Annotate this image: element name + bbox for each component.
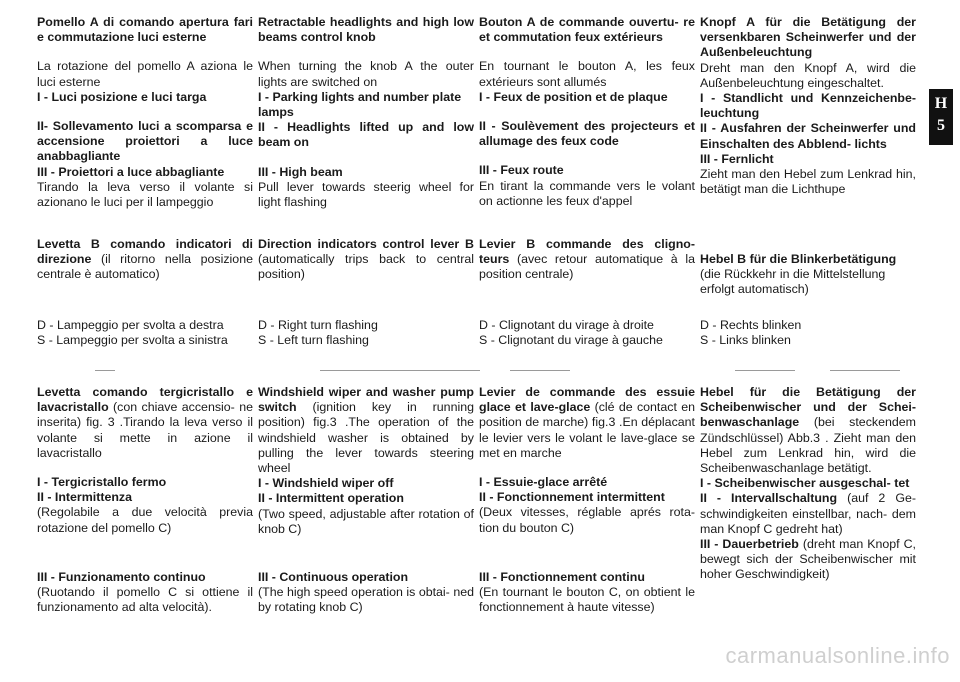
position-ii: II - Soulèvement des projecteurs et allumage des feux code <box>479 119 695 149</box>
section-text: (ignition key in running position) fig.3 .The operation of the windshield washer is obtained by pulling the lever towards steering wheel <box>258 400 474 476</box>
wiper-continuous-text: (Ruotando il pomello C si ottiene il funzionamento ad alta velocità). <box>37 585 253 615</box>
position-ii: II - Ausfahren der Scheinwerfer und Einschalten des Abblend- lichts <box>700 121 916 151</box>
wiper-continuous: III - Fonctionnement continu <box>479 570 645 584</box>
turn-signal-section <box>258 318 474 348</box>
wiper-continuous-text: (The high speed operation is obtai- ned by rotating knob C) <box>258 585 474 615</box>
turn-right: D - Lampeggio per svolta a destra <box>37 318 224 332</box>
turn-left: S - Clignotant du virage à gauche <box>479 333 663 348</box>
position-iii-text: Tirando la leva verso il volante si azionano le luci per il lampeggio <box>37 179 253 210</box>
headlight-knob-section <box>700 15 916 197</box>
position-i: I - Luci posizione e luci targa <box>37 89 207 104</box>
section-text: Dreht man den Knopf A, wird die Außenbeleuchtung eingeschaltet. <box>700 60 916 90</box>
section-title: Retractable headlights and high low beams control knob <box>258 15 474 45</box>
wiper-intermittent: II - Fonctionnement intermittent <box>479 490 665 505</box>
divider-rule <box>830 370 900 371</box>
section-text: En tournant le bouton A, les feux extérieurs sont allumés <box>479 59 695 89</box>
turn-signal-section <box>37 318 253 348</box>
wiper-continuous-section <box>37 570 253 616</box>
turn-right: D - Right turn flashing <box>258 318 378 332</box>
divider-rule <box>95 370 115 371</box>
section-title: Bouton A de commande ouvertu- re et commutation feux extérieurs <box>479 15 695 45</box>
section-text: When turning the knob A the outer lights are switched on <box>258 59 474 89</box>
position-iii: III - High beam <box>258 164 343 179</box>
section-title: Knopf A für die Betätigung der versenkbaren Scheinwerfer und der Außenbeleuchtung <box>700 15 916 60</box>
section-title: Pomello A di comando apertura fari e commutazione luci esterne <box>37 15 253 45</box>
turn-left: S - Left turn flashing <box>258 333 369 348</box>
position-iii: III - Fernlicht <box>700 151 774 166</box>
divider-rule <box>735 370 795 371</box>
indicator-lever-section <box>700 252 916 298</box>
wiper-lever-section <box>700 385 916 583</box>
wiper-continuous-section <box>258 570 474 616</box>
section-tab <box>929 89 953 145</box>
indicator-lever-section <box>479 237 695 283</box>
section-title: Levier B commande des cligno- teurs <box>479 237 695 267</box>
section-text: (bei steckendem Zündschlüssel) Abb.3 . Zieht man den Hebel zum Lenkrad hin, wird die Scheibenwaschanlage betätigt. <box>700 415 916 476</box>
section-text: (automatically trips back to central position) <box>258 252 474 282</box>
wiper-lever-section <box>37 385 253 536</box>
indicator-lever-section <box>37 237 253 283</box>
wiper-intermittent: II - Intervallschaltung <box>700 491 838 506</box>
wiper-intermittent-text: (Deux vitesses, réglable aprés rota- tion du bouton C) <box>479 505 695 535</box>
wiper-continuous-text: (En tournant le bouton C, on obtient le fonctionnement à haute vitesse) <box>479 585 695 615</box>
section-title: Hebel B für die Blinkerbetätigung <box>700 252 897 266</box>
wiper-continuous: III - Dauerbetrieb <box>700 537 799 552</box>
section-title: Levier de commande des essuie glace et lave-glace <box>479 385 695 415</box>
section-title: Hebel für die Betätigung der Scheibenwischer und der Schei- benwaschanlage <box>700 385 916 430</box>
position-ii: II - Headlights lifted up and low beam on <box>258 120 474 150</box>
wiper-intermittent: II - Intermittent operation <box>258 491 404 506</box>
section-text: La rotazione del pomello A aziona le luci esterne <box>37 59 253 89</box>
wiper-intermittent-text: (Regolabile a due velocità previa rotazione del pomello C) <box>37 505 253 535</box>
position-iii-text: Zieht man den Hebel zum Lenkrad hin, betätigt man die Lichthupe <box>700 167 916 197</box>
position-ii: II- Sollevamento luci a scomparsa e accensione proiettori a luce anabbagliante <box>37 119 253 164</box>
section-text: (avec retour automatique à la position centrale) <box>479 252 695 282</box>
headlight-knob-section <box>479 15 695 209</box>
turn-left: S - Lampeggio per svolta a sinistra <box>37 333 228 348</box>
section-title: Levetta comando tergicristallo e lavacristallo <box>37 385 253 415</box>
turn-signal-section <box>700 318 916 348</box>
tab-number: 5 <box>937 117 945 134</box>
watermark-text: carmanualsonline.info <box>725 643 950 668</box>
tab-letter: H <box>934 95 948 112</box>
turn-signal-section <box>479 318 695 348</box>
section-text: (die Rückkehr in die Mittelstellung erfolgt automatisch) <box>700 267 886 297</box>
divider-rule <box>510 370 570 371</box>
wiper-continuous: III - Funzionamento continuo <box>37 570 206 584</box>
wiper-off: I - Windshield wiper off <box>258 476 394 491</box>
turn-left: S - Links blinken <box>700 333 791 348</box>
wiper-lever-section <box>479 385 695 536</box>
position-iii: III - Proiettori a luce abbagliante <box>37 164 225 179</box>
wiper-continuous: III - Continuous operation <box>258 570 409 584</box>
wiper-off: I - Tergicristallo fermo <box>37 475 167 490</box>
wiper-lever-section <box>258 385 474 537</box>
position-i: I - Feux de position et de plaque <box>479 89 668 104</box>
section-text: (il ritorno nella posizione centrale è automatico) <box>37 252 253 282</box>
headlight-knob-section <box>37 15 253 210</box>
section-title: Direction indicators control lever B <box>258 237 474 251</box>
position-i: I - Standlicht und Kennzeichenbe- leuchtung <box>700 91 916 121</box>
position-iii-text: Pull lever towards steerig wheel for light flashing <box>258 179 474 210</box>
divider-rule <box>320 370 480 371</box>
position-iii: III - Feux route <box>479 163 564 178</box>
wiper-off: I - Scheibenwischer ausgeschal- tet <box>700 476 910 491</box>
turn-right: D - Clignotant du virage à droite <box>479 318 654 332</box>
wiper-continuous-section <box>479 570 695 616</box>
position-iii-text: En tirant la commande vers le volant on actionne les feux d'appel <box>479 178 695 208</box>
position-i: I - Parking lights and number plate lamps <box>258 89 462 120</box>
wiper-continuous-text: (dreht man Knopf C, bewegt sich der Scheibenwischer mit hoher Geschwindigkeit) <box>700 537 916 582</box>
section-text: (clé de contact en position de marche) fig.3 .En déplacant le levier vers le volant le lave-glace se met en marche <box>479 400 695 460</box>
section-title: Levetta B comando indicatori di direzione <box>37 237 253 267</box>
wiper-intermittent-text: (Two speed, adjustable after rotation of knob C) <box>258 506 474 536</box>
indicator-lever-section <box>258 237 474 283</box>
turn-right: D - Rechts blinken <box>700 318 802 332</box>
section-title: Windshield wiper and washer pump switch <box>258 385 474 415</box>
wiper-off: I - Essuie-glace arrêté <box>479 475 608 490</box>
headlight-knob-section <box>258 15 474 210</box>
wiper-intermittent-text: (auf 2 Ge- schwindigkeiten einstellbar, nach- dem man Knopf C gedreht hat) <box>700 491 916 536</box>
wiper-intermittent: II - Intermittenza <box>37 490 133 505</box>
section-text: (con chiave accensio- ne inserita) fig. 3 .Tirando la leva verso il volante si mette in azione il lavacristallo <box>37 400 253 460</box>
